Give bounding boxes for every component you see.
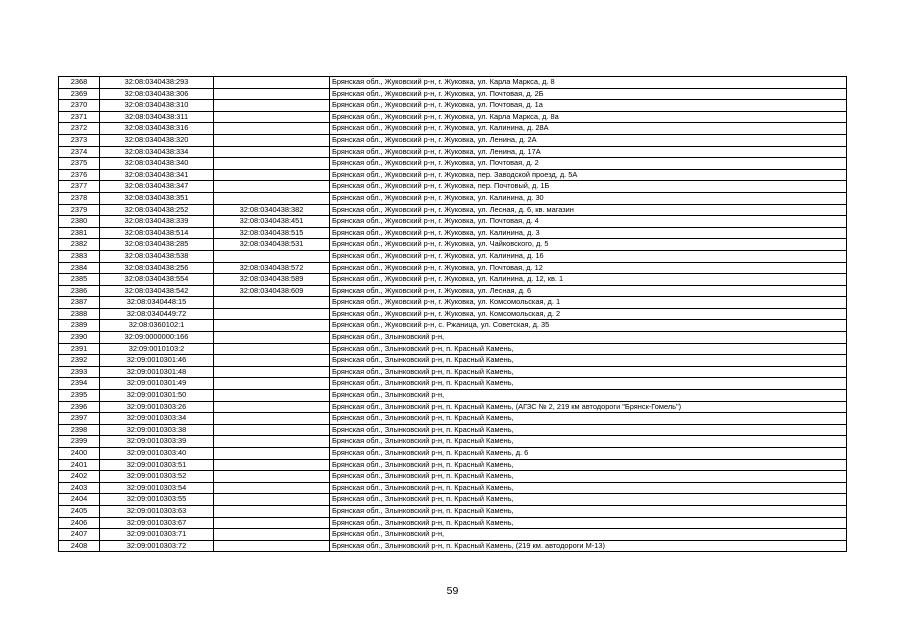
cadastral-number-cell: 32:09:0010303:55 — [100, 494, 214, 506]
address-cell: Брянская обл., Жуковский р-н, г. Жуковка, ул. Почтовая, д. 1а — [330, 100, 847, 112]
table-row — [59, 158, 847, 170]
address-cell: Брянская обл., Жуковский р-н, г. Жуковка, ул. Калинина, д. 12, кв. 1 — [330, 274, 847, 286]
registry-table — [58, 76, 847, 552]
table-row — [59, 436, 847, 448]
table-row — [59, 366, 847, 378]
related-cadastral-number-cell — [214, 540, 330, 552]
address-cell: Брянская обл., Злынковский р-н, п. Красный Камень, — [330, 436, 847, 448]
cadastral-number-cell: 32:08:0340438:514 — [100, 227, 214, 239]
row-number-cell: 2368 — [59, 77, 100, 89]
row-number-cell: 2369 — [59, 88, 100, 100]
cadastral-number-cell: 32:09:0010303:51 — [100, 459, 214, 471]
address-cell: Брянская обл., Злынковский р-н, п. Красный Камень, — [330, 366, 847, 378]
cadastral-number-cell: 32:09:0010303:38 — [100, 424, 214, 436]
cadastral-number-cell: 32:09:0010303:40 — [100, 448, 214, 460]
cadastral-number-cell: 32:08:0360102:1 — [100, 320, 214, 332]
address-cell: Брянская обл., Жуковский р-н, г. Жуковка, ул. Почтовая, д. 2Б — [330, 88, 847, 100]
row-number-cell: 2406 — [59, 517, 100, 529]
related-cadastral-number-cell: 32:08:0340438:609 — [214, 285, 330, 297]
table-row — [59, 529, 847, 541]
registry-table-body — [59, 77, 847, 552]
address-cell: Брянская обл., Злынковский р-н, п. Красный Камень, — [330, 343, 847, 355]
related-cadastral-number-cell — [214, 134, 330, 146]
address-cell: Брянская обл., Жуковский р-н, г. Жуковка, ул. Лесная, д. 6 — [330, 285, 847, 297]
table-row — [59, 448, 847, 460]
table-row — [59, 378, 847, 390]
related-cadastral-number-cell — [214, 100, 330, 112]
registry-table-container — [58, 76, 846, 552]
address-cell: Брянская обл., Жуковский р-н, г. Жуковка, ул. Калинина, д. 16 — [330, 250, 847, 262]
cadastral-number-cell: 32:09:0010301:49 — [100, 378, 214, 390]
table-row — [59, 134, 847, 146]
cadastral-number-cell: 32:08:0340438:542 — [100, 285, 214, 297]
cadastral-number-cell: 32:08:0340438:306 — [100, 88, 214, 100]
cadastral-number-cell: 32:08:0340438:256 — [100, 262, 214, 274]
address-cell: Брянская обл., Злынковский р-н, п. Красный Камень, — [330, 378, 847, 390]
related-cadastral-number-cell — [214, 517, 330, 529]
table-row — [59, 239, 847, 251]
cadastral-number-cell: 32:08:0340449:72 — [100, 308, 214, 320]
row-number-cell: 2371 — [59, 111, 100, 123]
row-number-cell: 2401 — [59, 459, 100, 471]
address-cell: Брянская обл., Злынковский р-н, п. Красный Камень, — [330, 355, 847, 367]
table-row — [59, 517, 847, 529]
related-cadastral-number-cell — [214, 169, 330, 181]
table-row — [59, 216, 847, 228]
address-cell: Брянская обл., Злынковский р-н, п. Красный Камень, — [330, 413, 847, 425]
table-row — [59, 88, 847, 100]
table-row — [59, 111, 847, 123]
related-cadastral-number-cell — [214, 308, 330, 320]
table-row — [59, 471, 847, 483]
address-cell: Брянская обл., Злынковский р-н, — [330, 390, 847, 402]
cadastral-number-cell: 32:08:0340438:311 — [100, 111, 214, 123]
related-cadastral-number-cell — [214, 146, 330, 158]
table-row — [59, 390, 847, 402]
row-number-cell: 2392 — [59, 355, 100, 367]
related-cadastral-number-cell — [214, 529, 330, 541]
cadastral-number-cell: 32:08:0340438:554 — [100, 274, 214, 286]
cadastral-number-cell: 32:08:0340438:339 — [100, 216, 214, 228]
address-cell: Брянская обл., Злынковский р-н, п. Красный Камень, — [330, 471, 847, 483]
address-cell: Брянская обл., Жуковский р-н, г. Жуковка, пер. Почтовый, д. 1Б — [330, 181, 847, 193]
table-row — [59, 77, 847, 89]
page-number: 59 — [446, 585, 459, 597]
table-row — [59, 343, 847, 355]
row-number-cell: 2380 — [59, 216, 100, 228]
row-number-cell: 2395 — [59, 390, 100, 402]
related-cadastral-number-cell — [214, 424, 330, 436]
cadastral-number-cell: 32:08:0340438:334 — [100, 146, 214, 158]
row-number-cell: 2377 — [59, 181, 100, 193]
table-row — [59, 123, 847, 135]
table-row — [59, 413, 847, 425]
row-number-cell: 2403 — [59, 482, 100, 494]
address-cell: Брянская обл., Злынковский р-н, — [330, 529, 847, 541]
related-cadastral-number-cell — [214, 378, 330, 390]
cadastral-number-cell: 32:08:0340438:347 — [100, 181, 214, 193]
row-number-cell: 2391 — [59, 343, 100, 355]
address-cell: Брянская обл., Жуковский р-н, г. Жуковка, ул. Почтовая, д. 12 — [330, 262, 847, 274]
related-cadastral-number-cell — [214, 192, 330, 204]
address-cell: Брянская обл., Жуковский р-н, г. Жуковка, ул. Ленина, д. 17А — [330, 146, 847, 158]
related-cadastral-number-cell: 32:08:0340438:382 — [214, 204, 330, 216]
related-cadastral-number-cell: 32:08:0340438:515 — [214, 227, 330, 239]
related-cadastral-number-cell — [214, 459, 330, 471]
table-row — [59, 274, 847, 286]
table-row — [59, 146, 847, 158]
address-cell: Брянская обл., Злынковский р-н, — [330, 332, 847, 344]
related-cadastral-number-cell — [214, 77, 330, 89]
cadastral-number-cell: 32:08:0340438:320 — [100, 134, 214, 146]
table-row — [59, 505, 847, 517]
cadastral-number-cell: 32:08:0340438:316 — [100, 123, 214, 135]
related-cadastral-number-cell — [214, 401, 330, 413]
related-cadastral-number-cell — [214, 471, 330, 483]
address-cell: Брянская обл., Жуковский р-н, г. Жуковка, ул. Калинина, д. 3 — [330, 227, 847, 239]
related-cadastral-number-cell — [214, 366, 330, 378]
address-cell: Брянская обл., Злынковский р-н, п. Красный Камень, д. 6 — [330, 448, 847, 460]
address-cell: Брянская обл., Жуковский р-н, г. Жуковка, ул. Калинина, д. 30 — [330, 192, 847, 204]
related-cadastral-number-cell: 32:08:0340438:572 — [214, 262, 330, 274]
related-cadastral-number-cell — [214, 482, 330, 494]
table-row — [59, 482, 847, 494]
related-cadastral-number-cell — [214, 390, 330, 402]
row-number-cell: 2382 — [59, 239, 100, 251]
related-cadastral-number-cell — [214, 494, 330, 506]
related-cadastral-number-cell — [214, 158, 330, 170]
row-number-cell: 2389 — [59, 320, 100, 332]
row-number-cell: 2376 — [59, 169, 100, 181]
row-number-cell: 2370 — [59, 100, 100, 112]
row-number-cell: 2408 — [59, 540, 100, 552]
address-cell: Брянская обл., Жуковский р-н, г. Жуковка, ул. Лесная, д. 6, кв. магазин — [330, 204, 847, 216]
table-row — [59, 401, 847, 413]
related-cadastral-number-cell — [214, 181, 330, 193]
row-number-cell: 2393 — [59, 366, 100, 378]
table-row — [59, 250, 847, 262]
address-cell: Брянская обл., Жуковский р-н, г. Жуковка, ул. Калинина, д. 28А — [330, 123, 847, 135]
address-cell: Брянская обл., Жуковский р-н, г. Жуковка, ул. Почтовая, д. 4 — [330, 216, 847, 228]
cadastral-number-cell: 32:09:0010303:34 — [100, 413, 214, 425]
related-cadastral-number-cell — [214, 88, 330, 100]
address-cell: Брянская обл., Жуковский р-н, г. Жуковка, ул. Чайковского, д. 5 — [330, 239, 847, 251]
table-row — [59, 355, 847, 367]
row-number-cell: 2399 — [59, 436, 100, 448]
row-number-cell: 2400 — [59, 448, 100, 460]
row-number-cell: 2388 — [59, 308, 100, 320]
cadastral-number-cell: 32:09:0010301:48 — [100, 366, 214, 378]
row-number-cell: 2390 — [59, 332, 100, 344]
address-cell: Брянская обл., Злынковский р-н, п. Красный Камень, — [330, 494, 847, 506]
address-cell: Брянская обл., Злынковский р-н, п. Красный Камень, — [330, 505, 847, 517]
related-cadastral-number-cell: 32:08:0340438:451 — [214, 216, 330, 228]
cadastral-number-cell: 32:09:0010301:50 — [100, 390, 214, 402]
row-number-cell: 2387 — [59, 297, 100, 309]
cadastral-number-cell: 32:08:0340438:340 — [100, 158, 214, 170]
table-row — [59, 204, 847, 216]
cadastral-number-cell: 32:09:0010303:52 — [100, 471, 214, 483]
address-cell: Брянская обл., Злынковский р-н, п. Красный Камень, (219 км. автодороги М-13) — [330, 540, 847, 552]
address-cell: Брянская обл., Жуковский р-н, г. Жуковка, ул. Комсомольская, д. 1 — [330, 297, 847, 309]
address-cell: Брянская обл., Злынковский р-н, п. Красный Камень, — [330, 517, 847, 529]
row-number-cell: 2396 — [59, 401, 100, 413]
address-cell: Брянская обл., Жуковский р-н, г. Жуковка, ул. Карла Маркса, д. 8а — [330, 111, 847, 123]
row-number-cell: 2386 — [59, 285, 100, 297]
table-row — [59, 459, 847, 471]
related-cadastral-number-cell — [214, 505, 330, 517]
address-cell: Брянская обл., Жуковский р-н, г. Жуковка, ул. Ленина, д. 2А — [330, 134, 847, 146]
row-number-cell: 2385 — [59, 274, 100, 286]
address-cell: Брянская обл., Злынковский р-н, п. Красный Камень, — [330, 459, 847, 471]
cadastral-number-cell: 32:09:0000000:166 — [100, 332, 214, 344]
row-number-cell: 2398 — [59, 424, 100, 436]
related-cadastral-number-cell — [214, 413, 330, 425]
cadastral-number-cell: 32:09:0010303:26 — [100, 401, 214, 413]
cadastral-number-cell: 32:09:0010103:2 — [100, 343, 214, 355]
address-cell: Брянская обл., Злынковский р-н, п. Красный Камень, — [330, 482, 847, 494]
cadastral-number-cell: 32:08:0340438:310 — [100, 100, 214, 112]
table-row — [59, 320, 847, 332]
cadastral-number-cell: 32:08:0340438:293 — [100, 77, 214, 89]
row-number-cell: 2407 — [59, 529, 100, 541]
cadastral-number-cell: 32:09:0010303:54 — [100, 482, 214, 494]
related-cadastral-number-cell — [214, 436, 330, 448]
row-number-cell: 2372 — [59, 123, 100, 135]
cadastral-number-cell: 32:08:0340438:252 — [100, 204, 214, 216]
table-row — [59, 227, 847, 239]
row-number-cell: 2374 — [59, 146, 100, 158]
related-cadastral-number-cell — [214, 123, 330, 135]
cadastral-number-cell: 32:09:0010303:63 — [100, 505, 214, 517]
cadastral-number-cell: 32:09:0010303:72 — [100, 540, 214, 552]
related-cadastral-number-cell — [214, 297, 330, 309]
address-cell: Брянская обл., Жуковский р-н, с. Ржаница, ул. Советская, д. 35 — [330, 320, 847, 332]
row-number-cell: 2379 — [59, 204, 100, 216]
related-cadastral-number-cell — [214, 320, 330, 332]
cadastral-number-cell: 32:08:0340438:341 — [100, 169, 214, 181]
related-cadastral-number-cell — [214, 111, 330, 123]
cadastral-number-cell: 32:08:0340438:351 — [100, 192, 214, 204]
address-cell: Брянская обл., Злынковский р-н, п. Красный Камень, (АГЗС № 2, 219 км автодороги "Брянск-Гомель") — [330, 401, 847, 413]
row-number-cell: 2384 — [59, 262, 100, 274]
cadastral-number-cell: 32:09:0010303:67 — [100, 517, 214, 529]
row-number-cell: 2383 — [59, 250, 100, 262]
cadastral-number-cell: 32:08:0340438:538 — [100, 250, 214, 262]
table-row — [59, 494, 847, 506]
table-row — [59, 100, 847, 112]
cadastral-number-cell: 32:08:0340438:285 — [100, 239, 214, 251]
table-row — [59, 540, 847, 552]
related-cadastral-number-cell — [214, 332, 330, 344]
related-cadastral-number-cell — [214, 355, 330, 367]
row-number-cell: 2378 — [59, 192, 100, 204]
related-cadastral-number-cell: 32:08:0340438:589 — [214, 274, 330, 286]
table-row — [59, 308, 847, 320]
table-row — [59, 169, 847, 181]
table-row — [59, 285, 847, 297]
address-cell: Брянская обл., Жуковский р-н, г. Жуковка, ул. Карла Маркса, д. 8 — [330, 77, 847, 89]
cadastral-number-cell: 32:09:0010301:46 — [100, 355, 214, 367]
related-cadastral-number-cell: 32:08:0340438:531 — [214, 239, 330, 251]
row-number-cell: 2373 — [59, 134, 100, 146]
row-number-cell: 2405 — [59, 505, 100, 517]
related-cadastral-number-cell — [214, 250, 330, 262]
related-cadastral-number-cell — [214, 343, 330, 355]
row-number-cell: 2381 — [59, 227, 100, 239]
cadastral-number-cell: 32:09:0010303:71 — [100, 529, 214, 541]
address-cell: Брянская обл., Жуковский р-н, г. Жуковка, ул. Комсомольская, д. 2 — [330, 308, 847, 320]
cadastral-number-cell: 32:09:0010303:39 — [100, 436, 214, 448]
table-row — [59, 332, 847, 344]
row-number-cell: 2404 — [59, 494, 100, 506]
row-number-cell: 2394 — [59, 378, 100, 390]
cadastral-number-cell: 32:08:0340448:15 — [100, 297, 214, 309]
row-number-cell: 2402 — [59, 471, 100, 483]
row-number-cell: 2397 — [59, 413, 100, 425]
table-row — [59, 262, 847, 274]
table-row — [59, 181, 847, 193]
row-number-cell: 2375 — [59, 158, 100, 170]
table-row — [59, 192, 847, 204]
related-cadastral-number-cell — [214, 448, 330, 460]
address-cell: Брянская обл., Злынковский р-н, п. Красный Камень, — [330, 424, 847, 436]
address-cell: Брянская обл., Жуковский р-н, г. Жуковка, пер. Заводской проезд, д. 5А — [330, 169, 847, 181]
table-row — [59, 297, 847, 309]
address-cell: Брянская обл., Жуковский р-н, г. Жуковка, ул. Почтовая, д. 2 — [330, 158, 847, 170]
table-row — [59, 424, 847, 436]
